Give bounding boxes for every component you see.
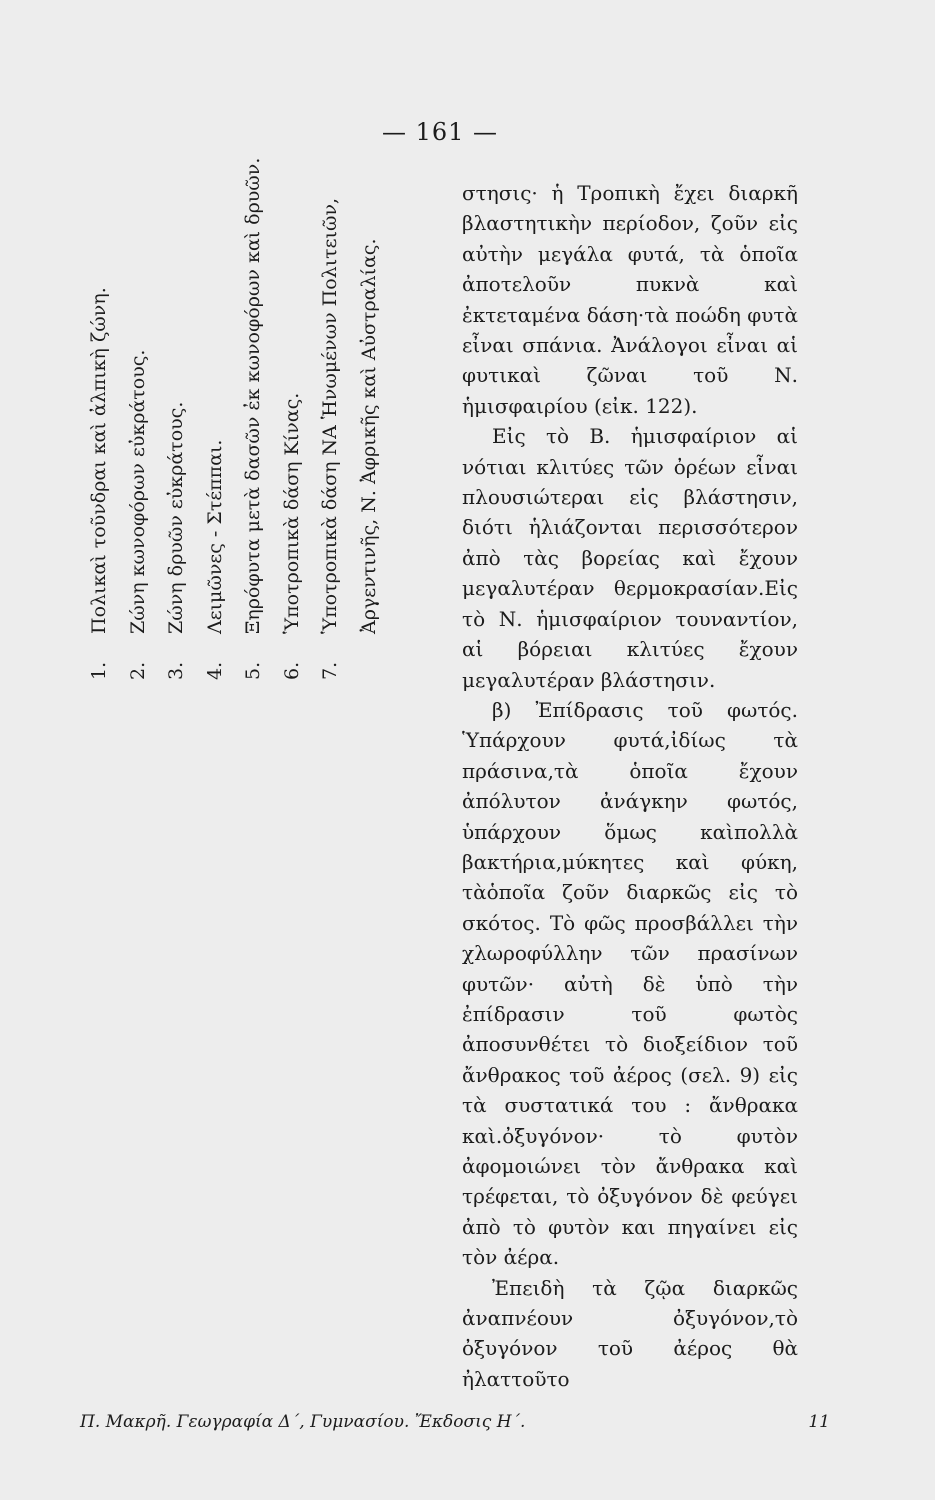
legend-item: 1.Πολικαὶ τοῦνδραι καὶ ἀλπικὴ ζώνη. <box>88 287 110 680</box>
paragraph: Ἐπειδὴ τὰ ζῷα διαρκῶς ἀναπνέουν ὀξυγόνον,τὸ ὀξυγόνον τοῦ ἀέρος θὰ ἠλαττοῦτο <box>462 1275 798 1391</box>
map-legend <box>80 0 410 680</box>
paragraph: Εἰς τὸ Β. ἡμισφαίριον αἱ νότιαι κλιτύες τῶν ὀρέων εἶναι πλουσιώτεραι εἰς βλάστησιν, διότι ἡλιάζονται περισσότερον ἀπὸ τὰς βορείας καὶ ἔχουν μεγαλυτέραν θερμοκρασίαν.Εἰς τὸ Ν. ἡμισφαίριον τουναντίον, αἱ βόρειαι κλιτύες ἔχουν μεγαλυτέραν βλάστησιν. <box>462 424 798 692</box>
legend-item: Ἀργεντινῆς, Ν. Ἀφρικῆς καὶ Αὐστραλίας. <box>357 238 380 634</box>
paragraph: στησις· ἡ Τροπικὴ ἔχει διαρκῆ βλαστητικὴν περίοδον, ζοῦν εἰς αὐτὴν μεγάλα φυτά, τὰ ὁποῖα ἀποτελοῦν πυκνὰ καὶ ἐκτεταμένα δάση·τὰ ποώδη φυτὰ εἶναι σπάνια. Ἀνάλογοι εἶναι αἱ φυτικαὶ ζῶναι τοῦ Ν. ἡμισφαιρίου (εἰκ. 122). <box>462 181 798 418</box>
legend-item: 3.Ζώνη δρυῶν εὐκράτους. <box>165 401 187 680</box>
legend-item: 4.Λειμῶνες - Στέππαι. <box>203 439 226 680</box>
legend-item: 6.Ὑποτροπικὰ δάση Κίνας. <box>280 392 303 680</box>
legend-item: 7.Ὑποτροπικὰ δάση ΝΑ Ἡνωμένων Πολιτειῶν, <box>319 197 341 680</box>
page-number: — 161 — <box>381 118 499 146</box>
paragraph: β) Ἐπίδρασις τοῦ φωτός. Ὑπάρχουν φυτά,ἰδίως τὰ πράσινα,τὰ ὁποῖα ἔχουν ἀπόλυτον ἀνάγκην φωτός, ὑπάρχουν ὅμως καὶπολλὰ βακτήρια,μύκητες καὶ φύκη, τὰὁποῖα ζοῦν διαρκῶς εἰς τὸ σκότος. Τὸ φῶς προσβάλλει τὴν χλωροφύλλην τῶν πρασίνων φυτῶν· αὐτὴ δὲ ὑπὸ τὴν ἐπίδρασιν τοῦ φωτὸς ἀποσυνθέτει τὸ διοξείδιον τοῦ ἄνθρακος τοῦ ἀέρος (σελ. 9) εἰς τὰ συστατικά του : ἄνθρακα καὶ.ὀξυγόνον· τὸ φυτὸν ἀφομοιώνει τὸν ἄνθρακα καὶ τρέφεται, τὸ ὀξυγόνον δὲ φεύγει ἀπὸ τὸ φυτὸν και πηγαίνει εἰς τὸν ἀέρα. <box>462 697 798 1270</box>
signature-mark: 11 <box>808 1412 830 1432</box>
legend-item: 5.Ξηρόφυτα μετὰ δασῶν ἐκ κωνοφόρων καὶ δρυῶν. <box>242 157 264 680</box>
footer <box>80 1412 830 1432</box>
legend-column-left <box>80 158 388 680</box>
footer-text: Π. Μακρῆ. Γεωγραφία Δ΄, Γυμνασίου. Ἔκδοσις Η΄. <box>80 1412 526 1432</box>
legend-item: 2.Ζώνη κωνοφόρων εὐκράτους. <box>126 349 149 680</box>
body-text <box>462 178 798 1394</box>
